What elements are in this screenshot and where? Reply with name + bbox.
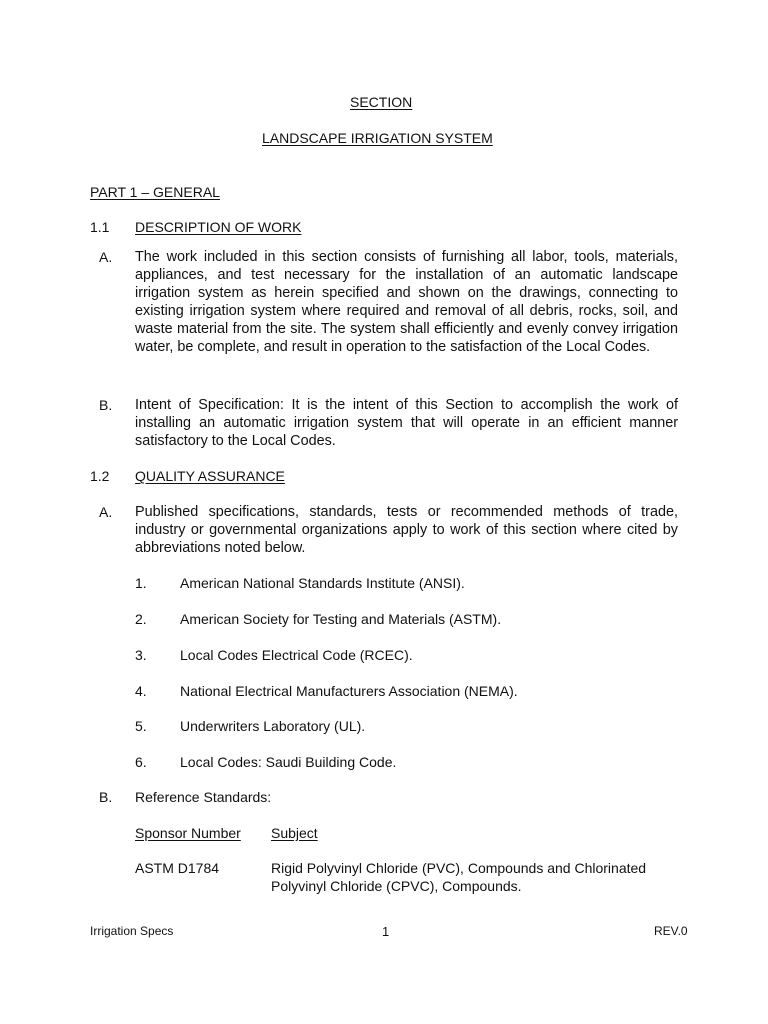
footer-left-label: Irrigation Specs xyxy=(90,924,174,938)
section-heading-description: DESCRIPTION OF WORK xyxy=(135,219,302,235)
table-cell-subject-continued: Polyvinyl Chloride (CPVC), Compounds. xyxy=(271,878,522,894)
list-item-number: 4. xyxy=(135,683,147,699)
section-number-1-1: 1.1 xyxy=(90,219,110,235)
table-cell-subject: Rigid Polyvinyl Chloride (PVC), Compounds and Chlorinated xyxy=(271,860,647,876)
list-item: Local Codes Electrical Code (RCEC). xyxy=(180,647,413,663)
revision-label: REV.0 xyxy=(654,924,688,938)
table-header-sponsor-number: Sponsor Number xyxy=(135,825,241,841)
section-heading-quality: QUALITY ASSURANCE xyxy=(135,468,285,484)
list-item: Local Codes: Saudi Building Code. xyxy=(180,754,397,770)
description-paragraph-a: The work included in this section consists of furnishing all labor, tools, materials, appliances, and test necessary for the installation of an automatic landscape irrigation system as herein specified and shown on the drawings, connecting to existing irrigation system where required and removal of all debris, rocks, soil, and waste material from the site. The system shall efficiently and evenly convey irrigation water, be complete, and result in operation to the satisfaction of the Local Codes. xyxy=(135,249,678,355)
section-number-1-2: 1.2 xyxy=(90,468,110,484)
description-paragraph-b: Intent of Specification: It is the intent of this Section to accomplish the work of installing an automatic irrigation system that will operate in an efficient manner satisfactory to the Local Codes. xyxy=(135,397,678,449)
list-item-number: 3. xyxy=(135,647,147,663)
list-item: National Electrical Manufacturers Association (NEMA). xyxy=(180,683,518,699)
list-item: Underwriters Laboratory (UL). xyxy=(180,718,366,734)
paragraph-letter-a: A. xyxy=(99,504,113,520)
reference-standards-label: Reference Standards: xyxy=(135,789,272,805)
list-item-number: 2. xyxy=(135,611,147,627)
page-number: 1 xyxy=(382,924,390,939)
document-title: LANDSCAPE IRRIGATION SYSTEM xyxy=(262,130,493,146)
table-header-subject: Subject xyxy=(271,825,318,841)
table-cell-sponsor: ASTM D1784 xyxy=(135,860,220,876)
paragraph-letter-b: B. xyxy=(99,397,113,413)
list-item-number: 5. xyxy=(135,718,147,734)
section-label: SECTION xyxy=(350,94,413,110)
list-item: American Society for Testing and Materials (ASTM). xyxy=(180,611,502,627)
list-item-number: 1. xyxy=(135,575,147,591)
paragraph-letter-a: A. xyxy=(99,249,113,265)
quality-paragraph-a: Published specifications, standards, tests or recommended methods of trade, industry or governmental organizations apply to work of this section where cited by abbreviations noted below. xyxy=(135,504,678,556)
list-item-number: 6. xyxy=(135,754,147,770)
list-item: American National Standards Institute (ANSI). xyxy=(180,575,465,591)
paragraph-letter-b: B. xyxy=(99,789,113,805)
part-heading: PART 1 – GENERAL xyxy=(90,184,220,200)
